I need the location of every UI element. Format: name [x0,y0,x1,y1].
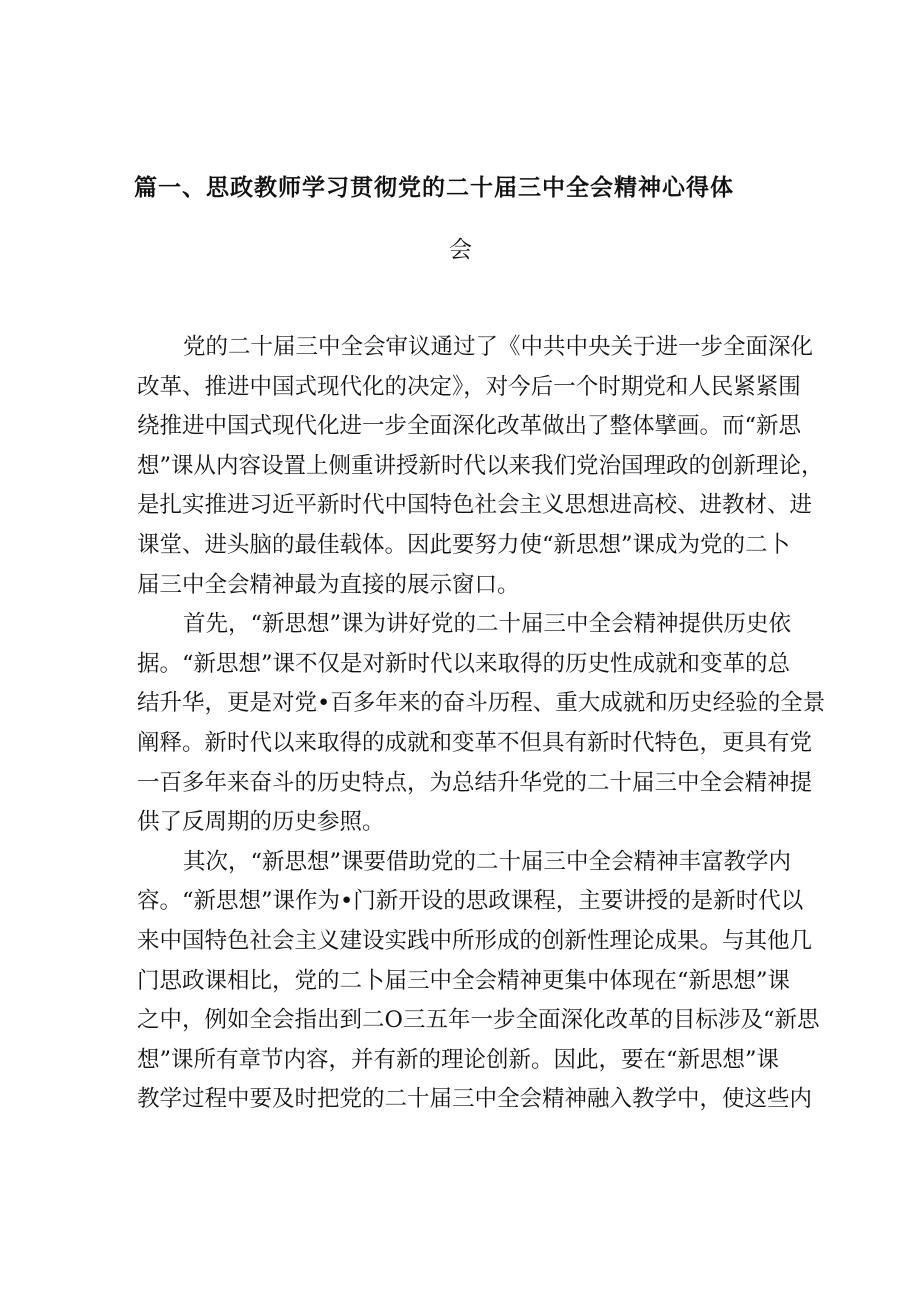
paragraph-line: 来中国特色社会主义建设实践中所形成的创新性理论成果。与其他几 [137,927,813,954]
document-title-line-2: 会 [449,237,473,263]
paragraph-line: 门思政课相比，党的二卜届三中全会精神更集中体现在“新思想”课 [137,967,791,994]
document-body [137,328,826,1120]
paragraph [137,605,826,843]
paragraph-line: 容。“新思想”课作为•门新开设的思政课程，主要讲授的是新时代以 [137,888,804,915]
paragraph-line: 党的二十届三中全会审议通过了《中共中央关于进一步全面深化 [183,334,814,360]
paragraph-line: 之中，例如全会指出到二O三五年一步全面深化改革的目标涉及“新思 [137,1007,820,1034]
paragraph-line: 教学过程中要及时把党的二十届三中全会精神融入教学中，使这些内 [137,1086,813,1113]
paragraph-line: 想”课所有章节内容，并有新的理论创新。因此，要在“新思想”课 [137,1046,780,1073]
paragraph-line: 其次，“新思想”课要借助党的二十届三中全会精神丰富教学内 [183,848,792,875]
paragraph-line: 届三中全会精神最为直接的展示窗口。 [137,571,520,598]
paragraph-line: 据。“新思想”课不仅是对新时代以来取得的历史性成就和变革的总 [137,650,791,677]
paragraph [137,328,824,605]
paragraph-line: 课堂、进头脑的最佳载体。因此要努力使“新思想”课成为党的二卜 [137,531,791,558]
paragraph-line: 结升华，更是对党•百多年来的奋斗历程、重大成就和历史经验的全景 [137,690,826,717]
paragraph-line: 是扎实推进习近平新时代中国特色社会主义思想进高校、进教材、进 [137,492,813,519]
paragraph-line: 想”课从内容设置上侧重讲授新时代以来我们党治国理政的创新理论， [137,452,824,479]
paragraph-line: 阐释。新时代以来取得的成就和变革不但具有新时代特色，更具有党 [137,729,813,756]
paragraph [137,843,820,1120]
paragraph-line: 首先，“新思想”课为讲好党的二十届三中全会精神提供历史依 [183,611,792,638]
paragraph-line: 一百多年来奋斗的历史特点，为总结升华党的二十届三中全会精神提 [137,769,813,796]
document-title-line-1: 篇一、思政教师学习贯彻党的二十届三中全会精神心得体 [134,175,734,201]
paragraph-line: 绕推进中国式现代化进一步全面深化改革做出了整体擘画。而“新思 [137,413,802,440]
paragraph-line: 供了反周期的历史参照。 [137,809,385,836]
paragraph-line: 改革、推进中国式现代化的决定》，对今后一个时期党和人民紧紧围 [137,373,801,400]
